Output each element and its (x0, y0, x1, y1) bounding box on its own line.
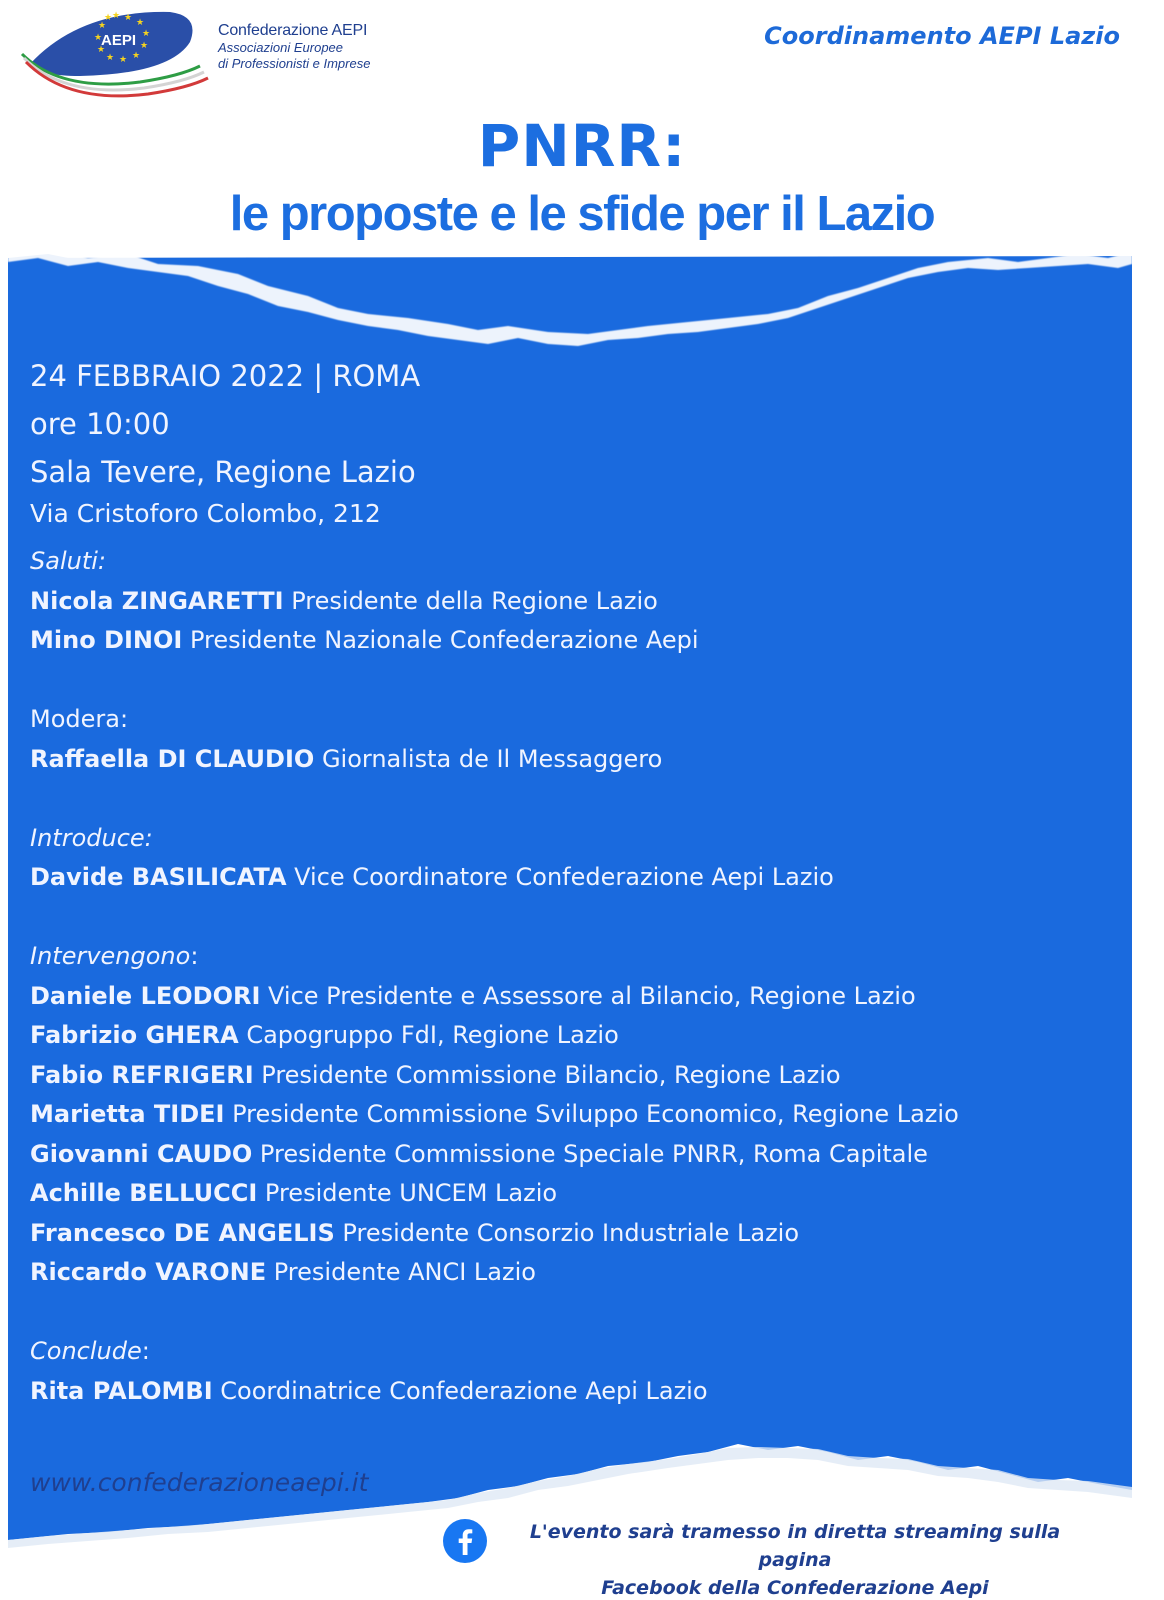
event-venue: Sala Tevere, Regione Lazio (30, 455, 416, 489)
logo-text: AEPI (101, 32, 137, 49)
speaker-name: Nicola ZINGARETTI (30, 586, 284, 615)
speaker-row (30, 582, 1130, 622)
speaker-role: Presidente Consorzio Industriale Lazio (342, 1218, 800, 1247)
speaker-name: Rita PALOMBI (30, 1376, 213, 1405)
facebook-icon[interactable] (442, 1518, 488, 1564)
streaming-note (500, 1518, 1090, 1600)
speaker-role: Giornalista de Il Messaggero (321, 744, 663, 773)
event-address: Via Cristoforo Colombo, 212 (30, 499, 381, 528)
svg-text:★: ★ (98, 21, 107, 31)
section-conclude: Conclude: (30, 1337, 150, 1365)
speaker-row (30, 621, 1130, 661)
event-details (30, 352, 1130, 1411)
speaker-name: Mino DINOI (30, 626, 183, 654)
speaker-row (30, 1135, 1130, 1175)
section-introduce-label: Introduce: (30, 823, 153, 852)
speaker-row (30, 858, 1130, 898)
speaker-name: Daniele LEODORI (30, 981, 261, 1010)
speaker-row (30, 1174, 1130, 1214)
speaker-role: Vice Coordinatore Confederazione Aepi Lazio (294, 863, 834, 891)
speaker-role: Presidente Commissione Bilancio, Regione Lazio (261, 1060, 841, 1089)
speaker-name: Fabio REFRIGERI (30, 1060, 254, 1089)
org-name: Confederazione AEPI (218, 22, 368, 39)
speaker-name: Riccardo VARONE (30, 1258, 267, 1286)
svg-text:★: ★ (124, 13, 133, 23)
aepi-logo (20, 2, 210, 102)
svg-text:★: ★ (112, 11, 121, 21)
svg-text:★: ★ (140, 41, 149, 51)
section-saluti-label: Saluti: (30, 547, 106, 575)
event-date-place: 24 FEBBRAIO 2022 | ROMA (30, 359, 421, 393)
speaker-row (30, 1056, 1130, 1096)
title-line-1: PNRR: (477, 112, 687, 180)
speaker-name: Francesco DE ANGELIS (30, 1218, 335, 1247)
speaker-role: Coordinatrice Confederazione Aepi Lazio (220, 1376, 708, 1405)
svg-text:★: ★ (136, 18, 145, 28)
org-sub-2: di Professionisti e Imprese (218, 56, 371, 71)
speaker-role: Presidente della Regione Lazio (291, 586, 658, 615)
svg-text:★: ★ (132, 51, 141, 61)
speaker-role: Presidente ANCI Lazio (273, 1258, 536, 1286)
speaker-name: Fabrizio GHERA (30, 1021, 239, 1049)
coordination-label: Coordinamento AEPI Lazio (764, 22, 1120, 50)
title-line-2: le proposte e le sfide per il Lazio (229, 187, 935, 241)
svg-text:★: ★ (104, 13, 113, 23)
org-sub-1: Associazioni Europee (218, 40, 344, 55)
speaker-row (30, 1253, 1130, 1293)
speaker-role: Presidente Nazionale Confederazione Aepi (189, 626, 699, 654)
section-modera-label: Modera: (30, 705, 129, 733)
speaker-role: Presidente Commissione Sviluppo Economico, Regione Lazio (232, 1100, 959, 1128)
svg-text:★: ★ (119, 55, 128, 65)
speaker-row (30, 1095, 1130, 1135)
speaker-name: Marietta TIDEI (30, 1100, 225, 1128)
speaker-row (30, 977, 1130, 1017)
section-intervengono-label: Intervengono (30, 942, 191, 970)
speaker-row (30, 1214, 1130, 1254)
streaming-note-line-2: Facebook della Confederazione Aepi (601, 1577, 989, 1599)
org-block (218, 22, 370, 72)
speaker-role: Presidente UNCEM Lazio (264, 1179, 558, 1207)
svg-text:★: ★ (142, 29, 151, 39)
speaker-role: Vice Presidente e Assessore al Bilancio, Regione Lazio (268, 981, 916, 1010)
section-conclude-label: Conclude (30, 1337, 142, 1365)
speaker-name: Raffaella DI CLAUDIO (30, 744, 315, 773)
svg-text:★: ★ (106, 53, 115, 63)
svg-text:★: ★ (94, 33, 103, 43)
speaker-name: Davide BASILICATA (30, 863, 287, 891)
event-time: ore 10:00 (30, 407, 170, 441)
speaker-row (30, 1372, 1130, 1412)
streaming-note-line-1: L'evento sarà tramesso in diretta streaming sulla pagina (529, 1521, 1061, 1571)
section-intervengono: Intervengono: (30, 942, 199, 970)
speaker-name: Achille BELLUCCI (30, 1179, 258, 1207)
speaker-role: Presidente Commissione Speciale PNRR, Roma Capitale (259, 1139, 928, 1168)
speaker-row (30, 740, 1130, 780)
website-link[interactable]: www.confederazioneaepi.it (30, 1468, 369, 1497)
speaker-role: Capogruppo FdI, Regione Lazio (246, 1021, 619, 1049)
speaker-row (30, 1016, 1130, 1056)
svg-text:★: ★ (97, 45, 106, 55)
speaker-name: Giovanni CAUDO (30, 1139, 253, 1168)
